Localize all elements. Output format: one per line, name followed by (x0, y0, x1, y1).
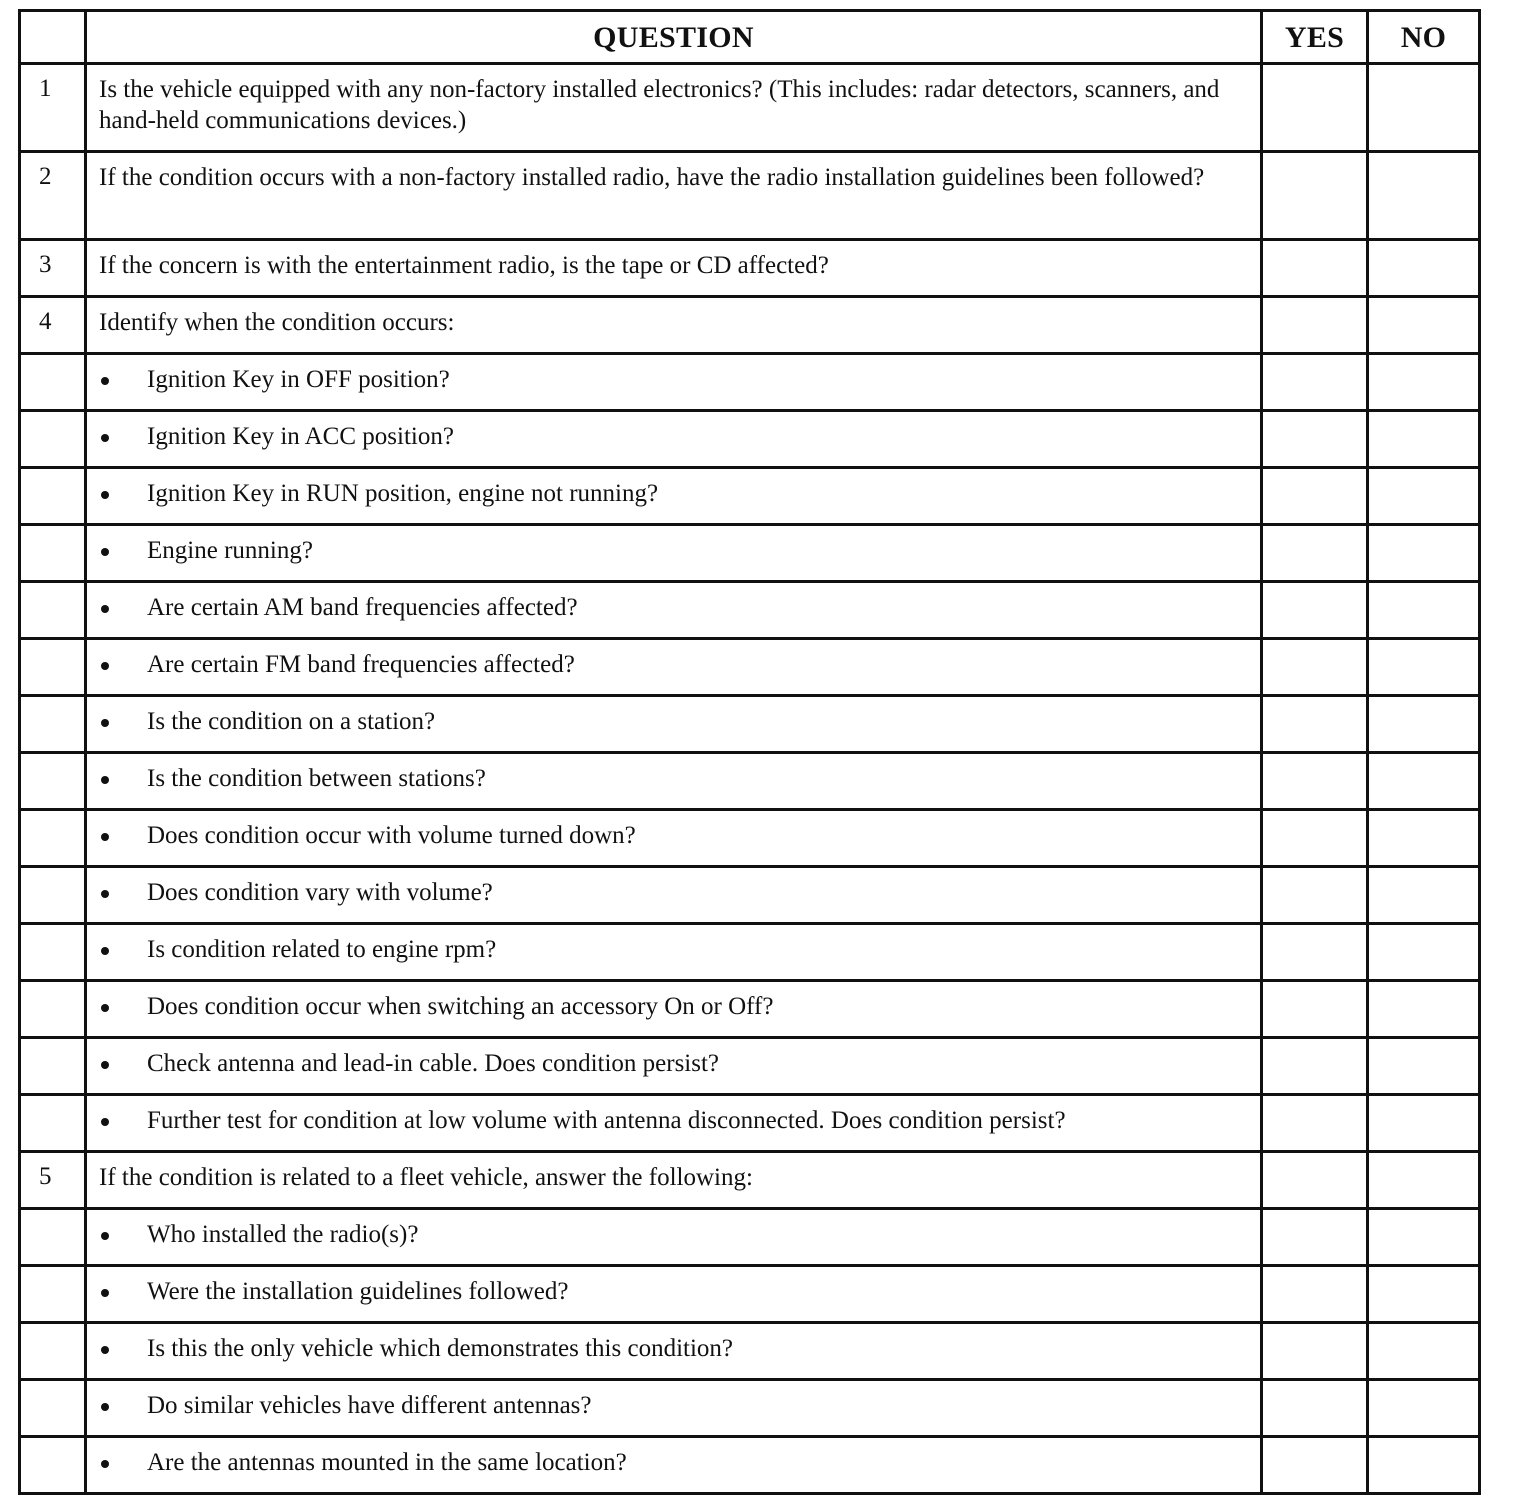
yes-answer-cell[interactable] (1262, 1266, 1368, 1323)
no-answer-cell[interactable] (1368, 924, 1480, 981)
question-text: Are certain AM band frequencies affected? (147, 594, 578, 621)
diagnostic-checklist-table (18, 9, 1481, 1495)
bullet-icon (101, 833, 109, 841)
row-number (20, 753, 86, 810)
no-answer-cell[interactable] (1368, 525, 1480, 582)
row-number (20, 696, 86, 753)
question-cell (86, 639, 1262, 696)
no-answer-cell[interactable] (1368, 64, 1480, 152)
table-row (20, 1152, 1480, 1209)
bullet-icon (101, 890, 109, 898)
row-number (20, 411, 86, 468)
yes-answer-cell[interactable] (1262, 354, 1368, 411)
question-text: Ignition Key in ACC position? (147, 423, 454, 450)
table-row (20, 240, 1480, 297)
table-row (20, 64, 1480, 152)
no-answer-cell[interactable] (1368, 867, 1480, 924)
question-cell (86, 1323, 1262, 1380)
question-cell (86, 696, 1262, 753)
question-cell (86, 525, 1262, 582)
question-cell (86, 152, 1262, 240)
question-cell (86, 582, 1262, 639)
question-text: Is the condition between stations? (147, 765, 486, 792)
yes-answer-cell[interactable] (1262, 1152, 1368, 1209)
table-row (20, 525, 1480, 582)
bullet-icon (101, 947, 109, 955)
row-number (20, 1437, 86, 1494)
header-number (20, 11, 86, 64)
table-row (20, 354, 1480, 411)
bullet-icon (101, 1118, 109, 1126)
table-row (20, 696, 1480, 753)
table-row (20, 1095, 1480, 1152)
question-text: Does condition vary with volume? (147, 879, 493, 906)
bullet-icon (101, 719, 109, 727)
yes-answer-cell[interactable] (1262, 411, 1368, 468)
question-cell (86, 924, 1262, 981)
table-row (20, 411, 1480, 468)
question-text: Does condition occur with volume turned down? (147, 822, 636, 849)
table-row (20, 753, 1480, 810)
yes-answer-cell[interactable] (1262, 297, 1368, 354)
table-row (20, 924, 1480, 981)
row-number (20, 810, 86, 867)
no-answer-cell[interactable] (1368, 297, 1480, 354)
question-text: Is this the only vehicle which demonstrates this condition? (147, 1335, 733, 1362)
yes-answer-cell[interactable] (1262, 696, 1368, 753)
yes-answer-cell[interactable] (1262, 1437, 1368, 1494)
no-answer-cell[interactable] (1368, 1266, 1480, 1323)
bullet-icon (101, 434, 109, 442)
question-cell (86, 64, 1262, 152)
question-cell (86, 1038, 1262, 1095)
no-answer-cell[interactable] (1368, 240, 1480, 297)
header-question: QUESTION (86, 11, 1262, 64)
question-text: Does condition occur when switching an accessory On or Off? (147, 993, 774, 1020)
table-row (20, 1038, 1480, 1095)
bullet-icon (101, 1061, 109, 1069)
question-text: Do similar vehicles have different antennas? (147, 1392, 592, 1419)
row-number (20, 525, 86, 582)
bullet-icon (101, 377, 109, 385)
table-row (20, 981, 1480, 1038)
question-text: Engine running? (147, 537, 313, 564)
yes-answer-cell[interactable] (1262, 1038, 1368, 1095)
table-row (20, 810, 1480, 867)
bullet-icon (101, 776, 109, 784)
yes-answer-cell[interactable] (1262, 582, 1368, 639)
no-answer-cell[interactable] (1368, 1095, 1480, 1152)
question-text: Ignition Key in OFF position? (147, 366, 450, 393)
table-row (20, 297, 1480, 354)
table-row (20, 1323, 1480, 1380)
yes-answer-cell[interactable] (1262, 1323, 1368, 1380)
no-answer-cell[interactable] (1368, 1437, 1480, 1494)
no-answer-cell[interactable] (1368, 753, 1480, 810)
header-yes: YES (1262, 11, 1368, 64)
question-cell (86, 1209, 1262, 1266)
table-row (20, 1209, 1480, 1266)
question-cell (86, 1095, 1262, 1152)
bullet-icon (101, 548, 109, 556)
no-answer-cell[interactable] (1368, 1380, 1480, 1437)
row-number: 5 (20, 1152, 86, 1209)
row-number (20, 1323, 86, 1380)
row-number: 1 (20, 64, 86, 152)
bullet-icon (101, 1232, 109, 1240)
question-cell (86, 981, 1262, 1038)
no-answer-cell[interactable] (1368, 1038, 1480, 1095)
yes-answer-cell[interactable] (1262, 152, 1368, 240)
question-cell (86, 411, 1262, 468)
table-row (20, 639, 1480, 696)
no-answer-cell[interactable] (1368, 152, 1480, 240)
yes-answer-cell[interactable] (1262, 468, 1368, 525)
checklist-body (20, 64, 1480, 1494)
no-answer-cell[interactable] (1368, 696, 1480, 753)
question-cell (86, 240, 1262, 297)
row-number (20, 354, 86, 411)
yes-answer-cell[interactable] (1262, 810, 1368, 867)
no-answer-cell[interactable] (1368, 354, 1480, 411)
question-text: Further test for condition at low volume with antenna disconnected. Does condition persist? (147, 1107, 1066, 1134)
question-cell (86, 1437, 1262, 1494)
question-text: Are certain FM band frequencies affected? (147, 651, 575, 678)
no-answer-cell[interactable] (1368, 1209, 1480, 1266)
no-answer-cell[interactable] (1368, 468, 1480, 525)
question-text: Is the condition on a station? (147, 708, 436, 735)
no-answer-cell[interactable] (1368, 810, 1480, 867)
table-row (20, 1437, 1480, 1494)
question-cell (86, 354, 1262, 411)
bullet-icon (101, 605, 109, 613)
row-number (20, 867, 86, 924)
bullet-icon (101, 1004, 109, 1012)
table-row (20, 468, 1480, 525)
question-cell (86, 468, 1262, 525)
question-text: Identify when the condition occurs: (99, 309, 455, 336)
bullet-icon (101, 662, 109, 670)
table-row (20, 1266, 1480, 1323)
yes-answer-cell[interactable] (1262, 867, 1368, 924)
question-cell (86, 1266, 1262, 1323)
row-number (20, 639, 86, 696)
no-answer-cell[interactable] (1368, 1323, 1480, 1380)
yes-answer-cell[interactable] (1262, 924, 1368, 981)
question-text: Were the installation guidelines followed? (147, 1278, 569, 1305)
bullet-icon (101, 1460, 109, 1468)
question-cell (86, 753, 1262, 810)
question-text: Are the antennas mounted in the same location? (147, 1449, 627, 1476)
yes-answer-cell[interactable] (1262, 1209, 1368, 1266)
yes-answer-cell[interactable] (1262, 240, 1368, 297)
table-row (20, 1380, 1480, 1437)
bullet-icon (101, 1289, 109, 1297)
question-cell (86, 1380, 1262, 1437)
question-text: Who installed the radio(s)? (147, 1221, 419, 1248)
yes-answer-cell[interactable] (1262, 1380, 1368, 1437)
question-text: Is condition related to engine rpm? (147, 936, 497, 963)
row-number (20, 924, 86, 981)
yes-answer-cell[interactable] (1262, 64, 1368, 152)
question-text: If the concern is with the entertainment radio, is the tape or CD affected? (99, 252, 829, 279)
yes-answer-cell[interactable] (1262, 639, 1368, 696)
no-answer-cell[interactable] (1368, 639, 1480, 696)
question-text: Check antenna and lead-in cable. Does condition persist? (147, 1050, 720, 1077)
header-row (20, 11, 1480, 64)
bullet-icon (101, 491, 109, 499)
yes-answer-cell[interactable] (1262, 753, 1368, 810)
row-number: 3 (20, 240, 86, 297)
question-text: Ignition Key in RUN position, engine not running? (147, 480, 659, 507)
table-row (20, 152, 1480, 240)
row-number (20, 468, 86, 525)
row-number (20, 1038, 86, 1095)
row-number: 2 (20, 152, 86, 240)
question-cell (86, 1152, 1262, 1209)
question-cell (86, 297, 1262, 354)
no-answer-cell[interactable] (1368, 981, 1480, 1038)
bullet-icon (101, 1403, 109, 1411)
no-answer-cell[interactable] (1368, 582, 1480, 639)
no-answer-cell[interactable] (1368, 411, 1480, 468)
question-text: If the condition is related to a fleet vehicle, answer the following: (99, 1164, 753, 1191)
row-number: 4 (20, 297, 86, 354)
table-row (20, 867, 1480, 924)
no-answer-cell[interactable] (1368, 1152, 1480, 1209)
yes-answer-cell[interactable] (1262, 525, 1368, 582)
row-number (20, 1380, 86, 1437)
question-text: Is the vehicle equipped with any non-factory installed electronics? (This includes: radar detectors, scanners, and hand-held communications devices.) (99, 76, 1220, 134)
question-cell (86, 810, 1262, 867)
header-no: NO (1368, 11, 1480, 64)
row-number (20, 582, 86, 639)
row-number (20, 1266, 86, 1323)
question-cell (86, 867, 1262, 924)
bullet-icon (101, 1346, 109, 1354)
row-number (20, 1095, 86, 1152)
yes-answer-cell[interactable] (1262, 981, 1368, 1038)
table-row (20, 582, 1480, 639)
question-text: If the condition occurs with a non-factory installed radio, have the radio installation guidelines been followed? (99, 164, 1205, 191)
row-number (20, 981, 86, 1038)
yes-answer-cell[interactable] (1262, 1095, 1368, 1152)
row-number (20, 1209, 86, 1266)
